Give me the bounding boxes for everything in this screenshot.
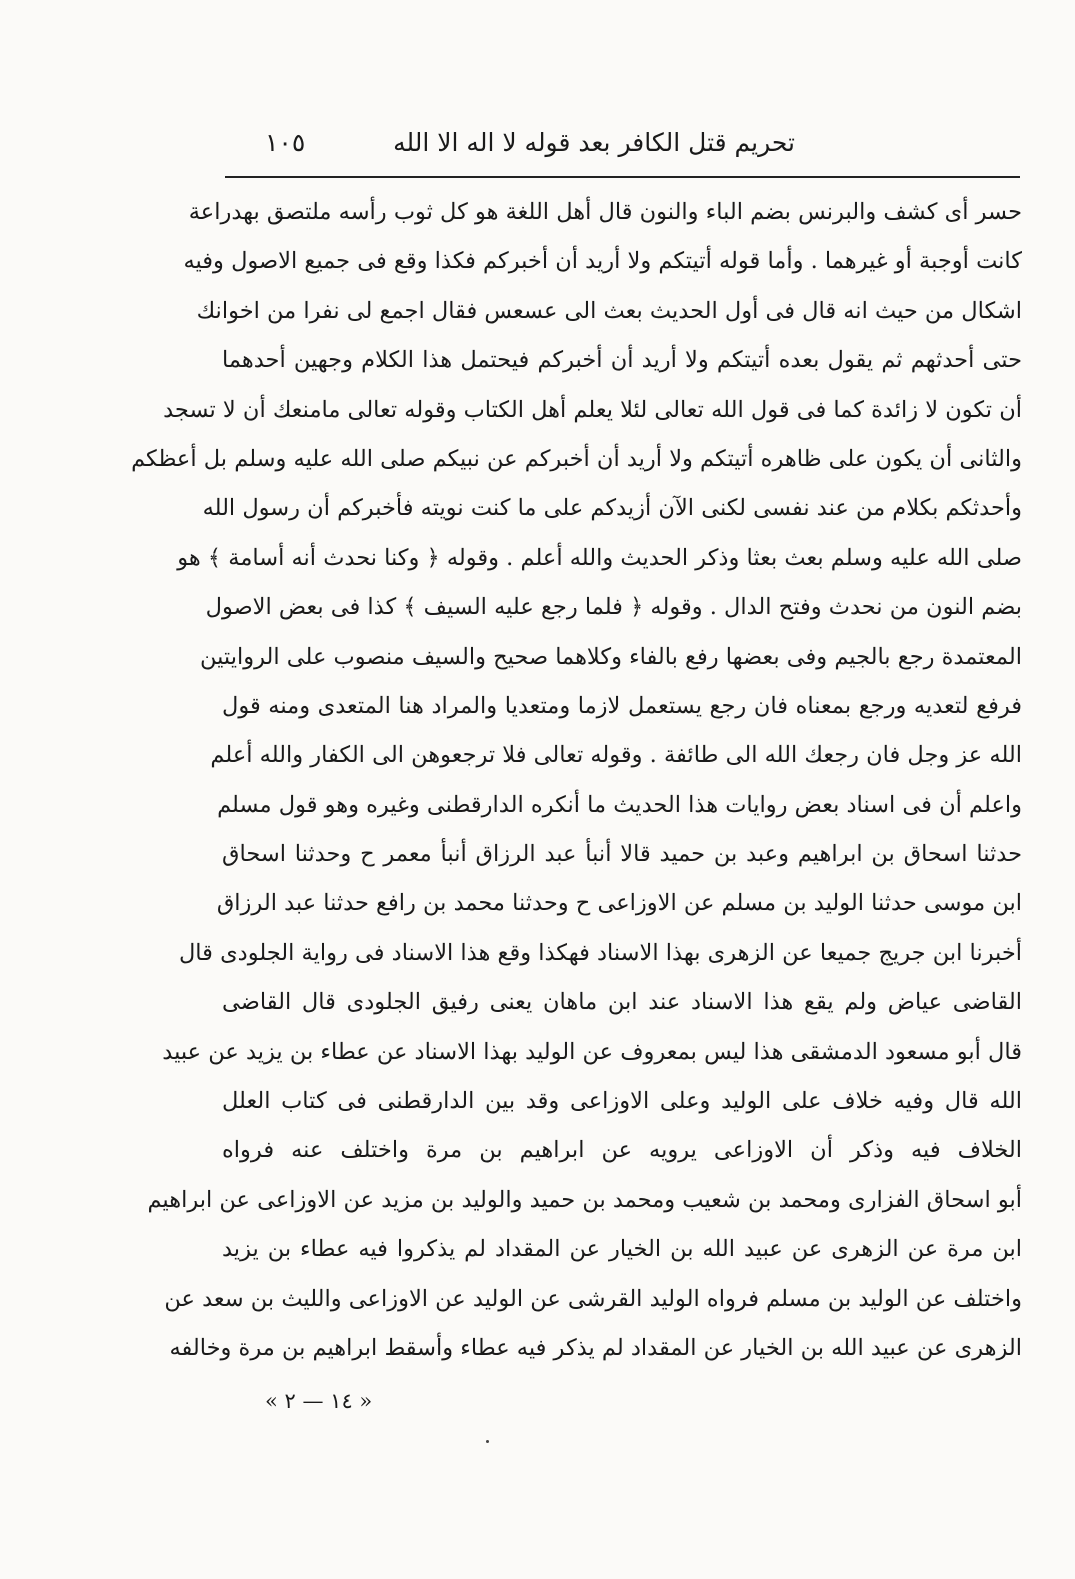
text-line: حسر أى كشف والبرنس بضم الباء والنون قال أهل اللغة هو كل ثوب رأسه ملتصق بهدراعة [188,199,1022,225]
text-line: أن تكون لا زائدة كما فى قول الله تعالى لئلا يعلم أهل الكتاب وقوله تعالى مامنعك أن لا تسجد [163,396,1022,423]
body-text [131,188,1022,1373]
signature-mark: « ١٤ — ٢ » [265,1389,373,1413]
text-line: فرفع لتعديه ورجع بمعناه فان رجع يستعمل لازما ومتعديا والمراد هنا المتعدى ومنه قول [222,692,1022,719]
text-line: قال أبو مسعود الدمشقى هذا ليس بمعروف عن الوليد بهذا الاسناد عن عطاء بن يزيد عن عبيد [162,1038,1022,1065]
text-line: بضم النون من نحدث وفتح الدال . وقوله ﴿ فلما رجع عليه السيف ﴾ كذا فى بعض الاصول [205,594,1022,621]
running-title: تحريم قتل الكافر بعد قوله لا اله الا الله [393,128,795,157]
text-line: ابن مرة عن الزهرى عن عبيد الله بن الخيار عن المقداد لم يذكروا فيه عطاء بن يزيد [222,1236,1022,1263]
text-line: واعلم أن فى اسناد بعض روايات هذا الحديث ما أنكره الدارقطنى وغيره وهو قول مسلم [217,791,1022,818]
text-line: الزهرى عن عبيد الله بن الخيار عن المقداد لم يذكر فيه عطاء وأسقط ابراهيم بن مرة وخالفه [169,1334,1022,1361]
print-speck [486,1440,489,1443]
page-number: ١٠٥ [265,128,306,157]
text-line: القاضى عياض ولم يقع هذا الاسناد عند ابن ماهان يعنى رفيق الجلودى قال القاضى [222,989,1022,1016]
text-line: اشكال من حيث انه قال فى أول الحديث بعث الى عسعس فقال اجمع لى نفرا من اخوانك [196,297,1022,324]
text-line: واختلف عن الوليد بن مسلم فرواه الوليد القرشى عن الوليد عن الاوزاعى والليث بن سعد عن [164,1285,1022,1312]
text-line: ابن موسى حدثنا الوليد بن مسلم عن الاوزاعى ح وحدثنا محمد بن رافع حدثنا عبد الرزاق [216,890,1022,917]
header-rule [225,176,1020,178]
text-line: الخلاف فيه وذكر أن الاوزاعى يرويه عن ابراهيم بن مرة واختلف عنه فرواه [222,1137,1022,1164]
text-line: حتى أحدثهم ثم يقول بعده أتيتكم ولا أريد أن أخبركم فيحتمل هذا الكلام وجهين أحدهما [222,347,1022,374]
text-line: أبو اسحاق الفزارى ومحمد بن شعيب ومحمد بن حميد والوليد بن مزيد عن الاوزاعى عن ابراهيم [147,1186,1022,1213]
text-line: أخبرنا ابن جريج جميعا عن الزهرى بهذا الاسناد فهكذا وقع هذا الاسناد فى رواية الجلودى قال [178,939,1022,966]
running-head [225,115,795,175]
text-line: الله قال وفيه خلاف على الوليد وعلى الاوزاعى وقد بين الدارقطنى فى كتاب العلل [222,1088,1022,1115]
text-line: صلى الله عليه وسلم بعث بعثا وذكر الحديث والله أعلم . وقوله ﴿ وكنا نحدث أنه أسامة ﴾ هو [177,544,1022,571]
text-line: المعتمدة رجع بالجيم وفى بعضها رفع بالفاء وكلاهما صحيح والسيف منصوب على الروايتين [199,643,1022,670]
text-line: والثانى أن يكون على ظاهره أتيتكم ولا أريد أن أخبركم عن نبيكم صلى الله عليه وسلم بل أعظكم [131,445,1022,472]
text-line: وأحدثكم بكلام من عند نفسى لكنى الآن أزيدكم على ما كنت نويته فأخبركم أن رسول الله [202,495,1022,522]
text-line: كانت أوجبة أو غيرهما . وأما قوله أتيتكم ولا أريد أن أخبركم فكذا وقع فى جميع الاصول وفيه [183,248,1022,275]
text-line: الله عز وجل فان رجعك الله الى طائفة . وقوله تعالى فلا ترجعوهن الى الكفار والله أعلم [210,742,1022,769]
text-line: حدثنا اسحاق بن ابراهيم وعبد بن حميد قالا أنبأ عبد الرزاق أنبأ معمر ح وحدثنا اسحاق [222,841,1022,868]
